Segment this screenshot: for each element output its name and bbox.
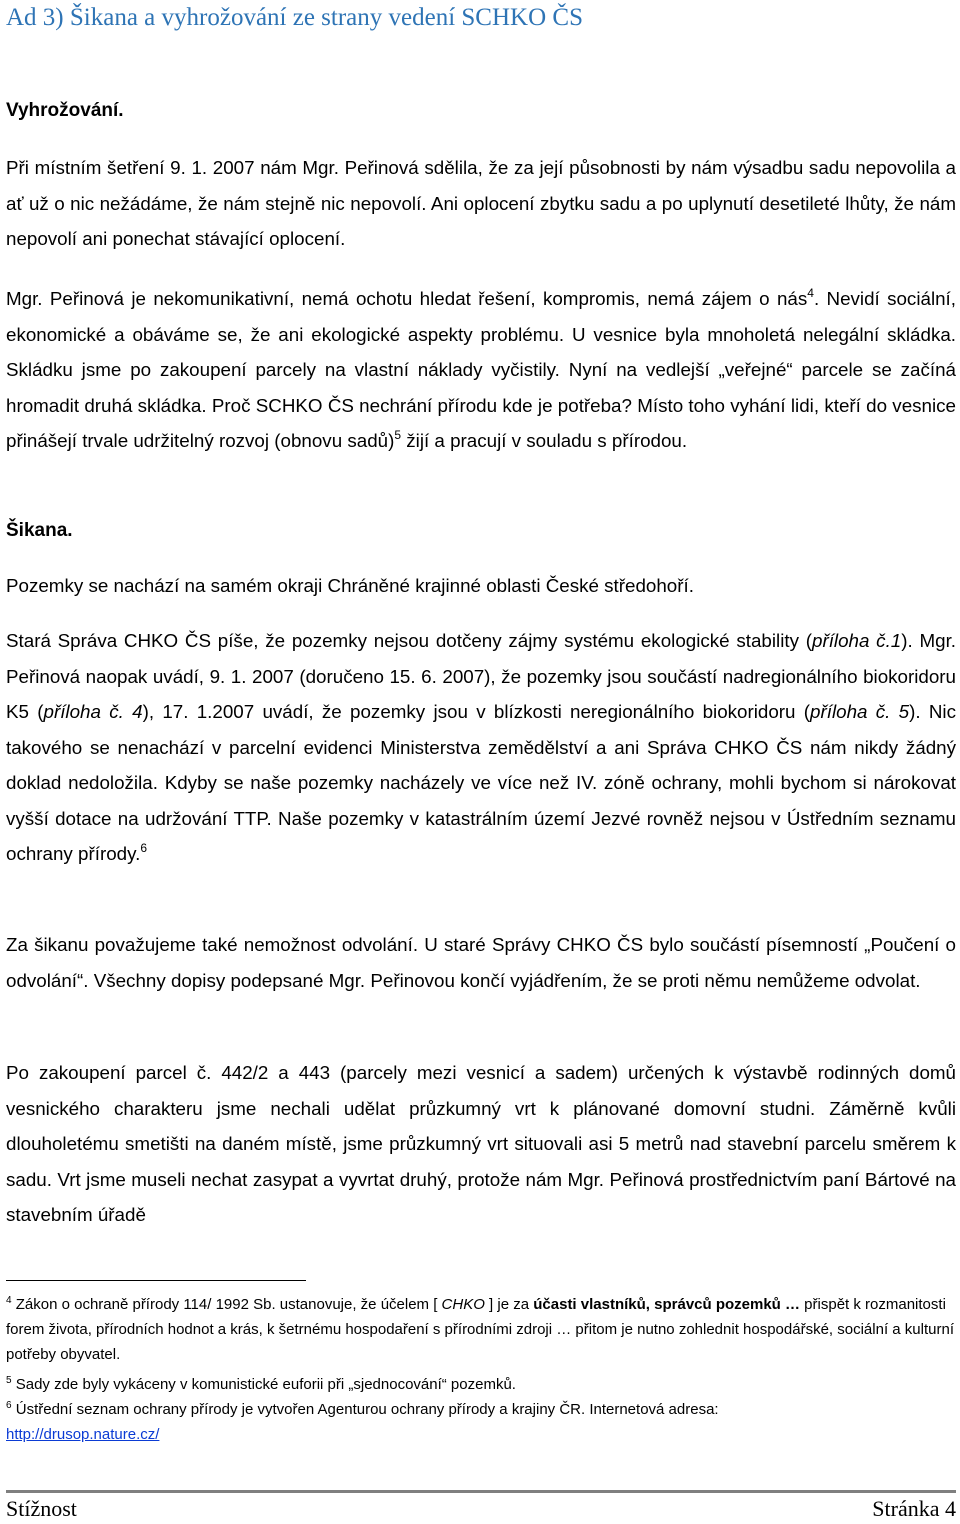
paragraph-harassment-2 bbox=[6, 623, 956, 872]
footnote-ref-5[interactable]: 5 bbox=[394, 428, 402, 442]
paragraph-threats-2 bbox=[6, 281, 956, 459]
subheading-harassment: Šikana. bbox=[6, 520, 73, 541]
attachment-ref: příloha č.1 bbox=[812, 630, 902, 651]
footnote-ref-6[interactable]: 6 bbox=[140, 841, 147, 855]
text-span: Sady zde byly vykáceny v komunistické euforii při „sjednocování“ pozemků. bbox=[11, 1376, 516, 1393]
text-span: Ústřední seznam ochrany přírody je vytvořen Agenturou ochrany přírody a krajiny ČR. Internetová adresa: bbox=[11, 1401, 719, 1418]
footer-title: Stížnost bbox=[6, 1496, 77, 1521]
paragraph-harassment-1: Pozemky se nachází na samém okraji Chráněné krajinné oblasti České středohoří. bbox=[6, 575, 694, 596]
footnote-separator bbox=[6, 1280, 306, 1281]
footer-separator bbox=[6, 1490, 956, 1493]
text-span: žijí a pracují v souladu s přírodou. bbox=[401, 430, 688, 451]
text-span: ). Nic takového se nenachází v parcelní evidenci Ministerstva zemědělství a ani Správa CHKO ČS nám nikdy žádný doklad nedoložila. Kdyby se naše pozemky nacházely ve více než IV. zóně ochrany, mohli bychom si nárokovat vyšší dotace na udržování TTP. Naše pozemky v katastrálním území Jezvé rovněž nejsou v Ústředním seznamu ochrany přírody. bbox=[6, 701, 956, 864]
text-span: CHKO bbox=[441, 1296, 485, 1313]
text-span: ), 17. 1.2007 uvádí, že pozemky jsou v blízkosti neregionálního biokoridoru ( bbox=[142, 701, 811, 722]
paragraph-threats-1: Při místním šetření 9. 1. 2007 nám Mgr. Peřinová sdělila, že za její působnosti by nám výsadbu sadu nepovolila a ať už o nic nežádáme, že nám stejně nic nepovolí. Ani oplocení zbytku sadu a po uplynutí desetileté lhůty, že nám nepovolí ani ponechat stávající oplocení. bbox=[6, 157, 956, 249]
subheading-threats: Vyhrožování. bbox=[6, 100, 124, 121]
text-span: přispět k rozmanitosti forem života, přírodních hodnot a krás, k šetrnému hospodaření s přírodními zdroji … přitom je nutno zohlednit hospodářské, sociální a kulturní potřeby obyvatel. bbox=[6, 1296, 954, 1363]
text-span: účasti vlastníků, správců pozemků … bbox=[533, 1296, 801, 1313]
footnote-4 bbox=[6, 1292, 956, 1367]
text-span: . Nevidí sociální, ekonomické a obáváme se, že ani ekologické aspekty problému. U vesnice byla mnoholetá nelegální skládka. Skládku jsme po zakoupení parcely na vlastní náklady vyčistily. Nyní na vedlejší „veřejné“ parcele se začíná hromadit druhá skládka. Proč SCHKO ČS nechrání přírodu kde je potřeba? Místo toho vyhání lidi, kteří do vesnice přinášejí trvale udržitelný rozvoj (obnovu sadů) bbox=[6, 288, 956, 451]
text-span: Zákon o ochraně přírody 114/ 1992 Sb. ustanovuje, že účelem [ bbox=[11, 1296, 442, 1313]
footnote-ref-4[interactable]: 4 bbox=[807, 286, 814, 300]
footnote-6-link-line bbox=[6, 1422, 956, 1447]
footer-page-number: Stránka 4 bbox=[872, 1496, 956, 1521]
text-span: Stará Správa CHKO ČS píše, že pozemky nejsou dotčeny zájmy systému ekologické stability ( bbox=[6, 630, 812, 651]
footnote-number: 6 bbox=[6, 1400, 12, 1411]
drusop-link[interactable]: http://drusop.nature.cz/ bbox=[6, 1426, 160, 1443]
text-span: Mgr. Peřinová je nekomunikativní, nemá ochotu hledat řešení, kompromis, nemá zájem o nás bbox=[6, 288, 808, 309]
paragraph-harassment-3: Za šikanu považujeme také nemožnost odvolání. U staré Správy CHKO ČS bylo součástí písemností „Poučení o odvolání“. Všechny dopisy podepsané Mgr. Peřinovou končí vyjádřením, že se proti němu nemůžeme odvolat. bbox=[6, 934, 956, 991]
attachment-ref: příloha č. 5 bbox=[810, 701, 910, 722]
attachment-ref: příloha č. 4 bbox=[43, 701, 143, 722]
footnote-number: 4 bbox=[6, 1295, 12, 1306]
footnote-6 bbox=[6, 1397, 956, 1422]
footnote-5 bbox=[6, 1372, 956, 1397]
paragraph-harassment-4: Po zakoupení parcel č. 442/2 a 443 (parcely mezi vesnicí a sadem) určených k výstavbě rodinných domů vesnického charakteru jsme nechali udělat průzkumný vrt k plánované domovní studni. Záměrně kvůli dlouholetému smetišti na daném místě, jsme průzkumný vrt situovali asi 5 metrů nad stavební parcelu směrem k sadu. Vrt jsme museli nechat zasypat a vyvrtat druhý, protože nám Mgr. Peřinová prostřednictvím paní Bártové na stavebním úřadě bbox=[6, 1062, 956, 1225]
text-span: ] je za bbox=[484, 1296, 534, 1313]
footnote-number: 5 bbox=[6, 1375, 12, 1386]
section-heading: Ad 3) Šikana a vyhrožování ze strany vedení SCHKO ČS bbox=[6, 4, 583, 31]
text-span: ). Mgr. Peřinová naopak uvádí, 9. 1. 2007 (doručeno 15. 6. 2007), že pozemky jsou součástí nadregionálního biokoridoru K5 ( bbox=[6, 630, 957, 722]
